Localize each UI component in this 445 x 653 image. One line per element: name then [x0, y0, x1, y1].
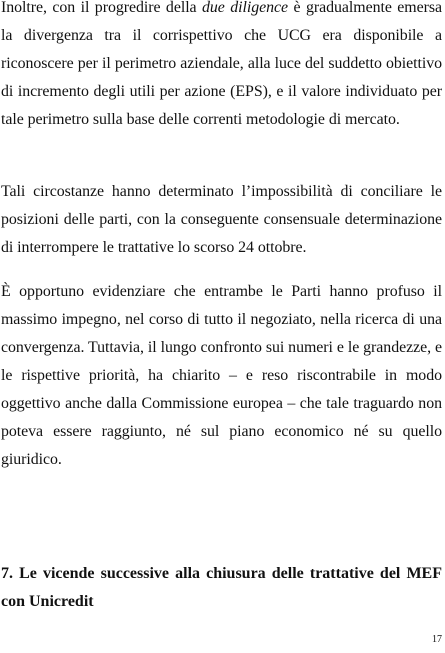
- page-number: 17: [432, 634, 442, 645]
- paragraph-due-diligence: [1, 0, 442, 134]
- paragraph-impossibility: Tali circostanze hanno determinato l’impossibilità di conciliare le posizioni delle parti, con la conseguente consensuale determinazione di interrompere le trattative lo scorso 24 ottobre.: [1, 183, 442, 256]
- paragraph-text: è gradualmente emersa la divergenza tra il corrispettivo che UCG era disponibile a riconoscere per il perimetro aziendale, alla luce del suddetto obiettivo di incremento degli utili per azione (EPS), e il valore individuato per tale perimetro sulla base delle correnti metodologie di mercato.: [1, 0, 442, 128]
- paragraph-text: Inoltre, con il progredire della: [1, 0, 203, 16]
- paragraph-efforts: È opportuno evidenziare che entrambe le Parti hanno profuso il massimo impegno, nel corso di tutto il negoziato, nella ricerca di una convergenza. Tuttavia, il lungo confronto sui numeri e le grandezze, e le rispettive priorità, ha chiarito – e reso riscontrabile in modo oggettivo anche dalla Commissione europea – che tale traguardo non poteva essere raggiunto, né sul piano economico né su quello giuridico.: [1, 283, 442, 468]
- emphasis-text: due diligence: [202, 0, 289, 16]
- section-heading: 7. Le vicende successive alla chiusura delle trattative del MEF con Unicredit: [1, 565, 442, 610]
